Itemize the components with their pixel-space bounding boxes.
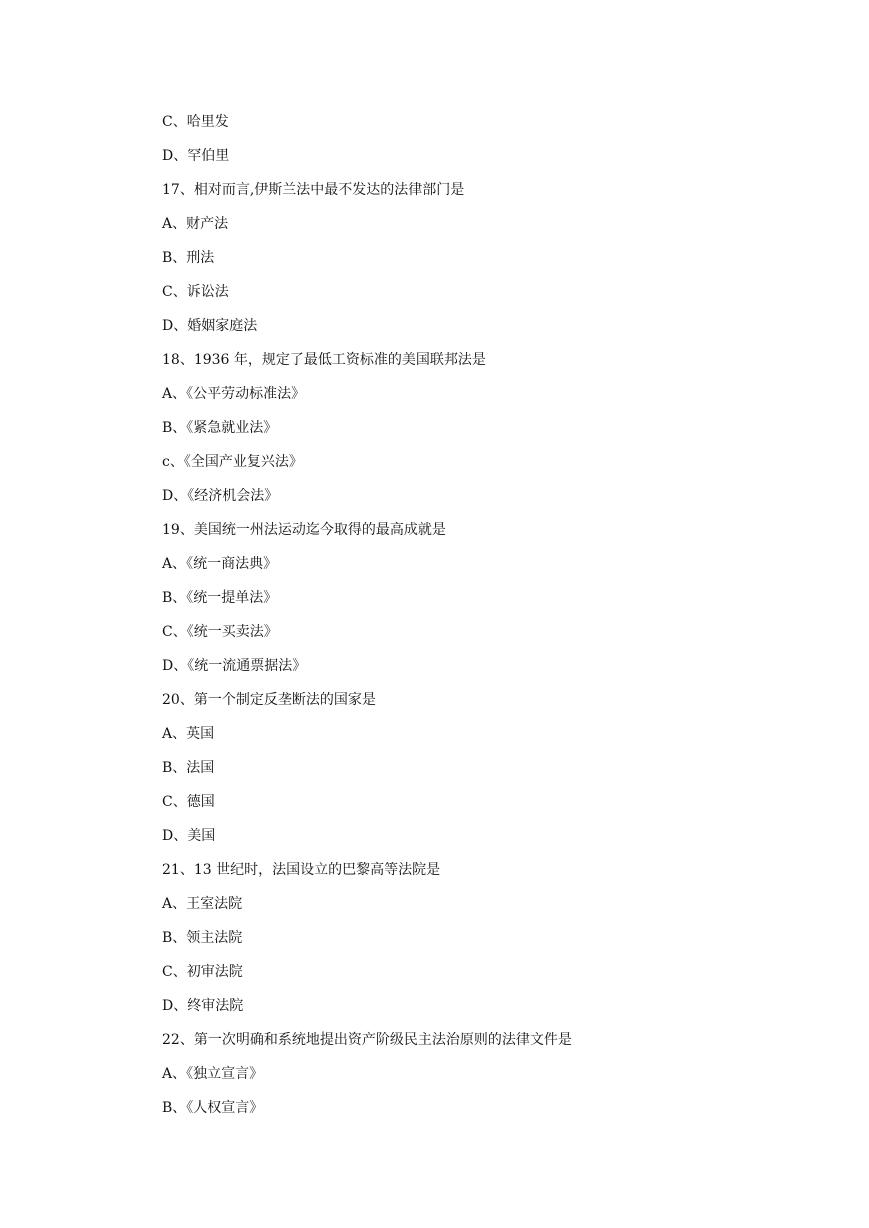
option-b: B、《人权宣言》 (162, 1100, 264, 1116)
option-a: A、《统一商法典》 (162, 556, 278, 572)
option-a: A、英国 (162, 726, 215, 742)
option-d: D、《统一流通票据法》 (162, 658, 307, 674)
question-20: 20、第一个制定反垄断法的国家是 (162, 692, 376, 708)
option-d: D、《经济机会法》 (162, 488, 279, 504)
option-b: B、《统一提单法》 (162, 590, 278, 606)
option-b: B、刑法 (162, 250, 215, 266)
option-c: C、哈里发 (162, 114, 229, 130)
option-c: C、德国 (162, 794, 215, 810)
option-d: D、美国 (162, 828, 216, 844)
option-d: D、终审法院 (162, 998, 244, 1014)
option-c: C、《统一买卖法》 (162, 624, 278, 640)
option-a: A、财产法 (162, 216, 229, 232)
option-c: C、初审法院 (162, 964, 243, 980)
option-a: A、《公平劳动标准法》 (162, 386, 306, 402)
option-c: C、诉讼法 (162, 284, 229, 300)
option-a: A、王室法院 (162, 896, 243, 912)
question-18: 18、1936 年，规定了最低工资标准的美国联邦法是 (162, 352, 486, 368)
option-a: A、《独立宣言》 (162, 1066, 264, 1082)
question-17: 17、相对而言,伊斯兰法中最不发达的法律部门是 (162, 182, 465, 198)
question-list (162, 111, 822, 1131)
option-b: B、法国 (162, 760, 215, 776)
question-22: 22、第一次明确和系统地提出资产阶级民主法治原则的法律文件是 (162, 1032, 572, 1048)
question-21: 21、13 世纪时，法国设立的巴黎高等法院是 (162, 862, 441, 878)
question-19: 19、美国统一州法运动迄今取得的最高成就是 (162, 522, 446, 538)
option-b: B、领主法院 (162, 930, 243, 946)
option-b: B、《紧急就业法》 (162, 420, 278, 436)
option-d: D、婚姻家庭法 (162, 318, 258, 334)
option-c: c、《全国产业复兴法》 (162, 454, 303, 470)
option-d: D、罕伯里 (162, 148, 230, 164)
